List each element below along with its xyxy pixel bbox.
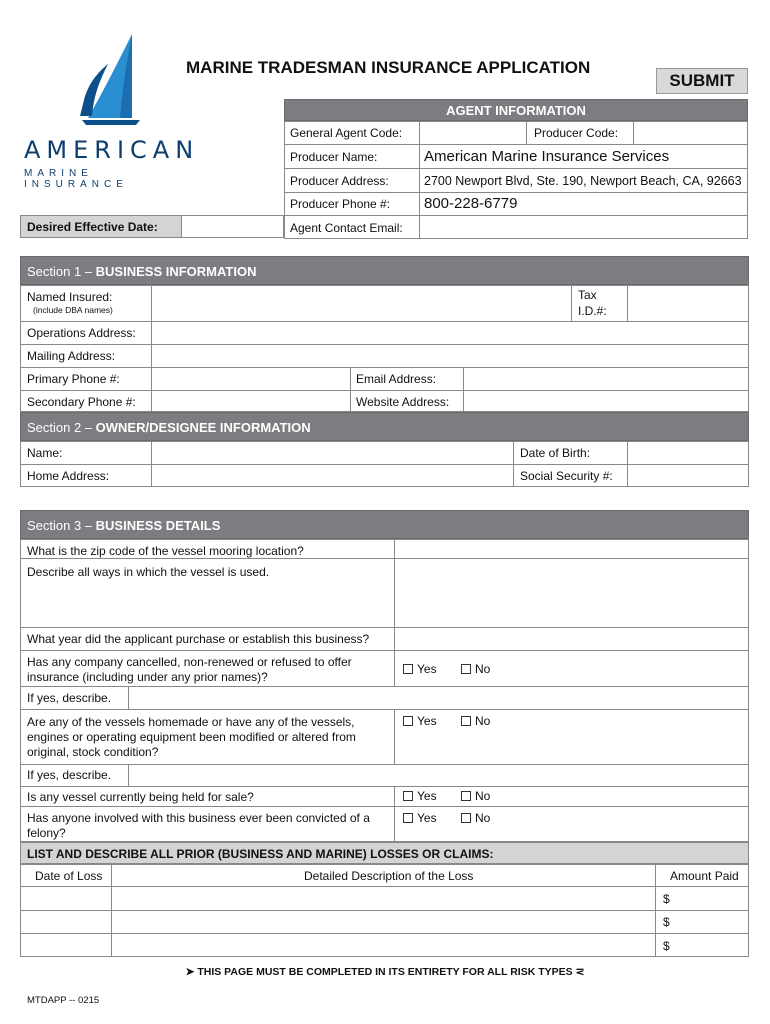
- checkbox-icon[interactable]: [403, 791, 413, 801]
- col-date-of-loss: Date of Loss: [35, 869, 103, 883]
- footer-note-text: THIS PAGE MUST BE COMPLETED IN ITS ENTIRETY FOR ALL RISK TYPES: [197, 966, 573, 978]
- producer-address-label: Producer Address:: [290, 174, 389, 188]
- section3-header: [20, 510, 749, 539]
- producer-phone-label: Producer Phone #:: [290, 197, 391, 211]
- col-description: Detailed Description of the Loss: [304, 869, 474, 883]
- agent-info-header-text: AGENT INFORMATION: [446, 103, 586, 118]
- checkbox-icon[interactable]: [461, 664, 471, 674]
- cancel-no-option[interactable]: [461, 662, 490, 676]
- sale-yes-option[interactable]: [403, 789, 437, 803]
- tax-id-label-line2: I.D.#:: [578, 304, 607, 318]
- zip-question: What is the zip code of the vessel mooring location?: [27, 544, 304, 558]
- cancel-yes-option[interactable]: [403, 662, 437, 676]
- cancel-question-line2: insurance (including under any prior names)?: [27, 670, 268, 684]
- no-label: No: [475, 811, 491, 825]
- section2-header: [20, 412, 749, 441]
- homemade-describe-label: If yes, describe.: [27, 768, 112, 782]
- year-field[interactable]: [396, 629, 747, 649]
- section2-prefix: Section 2 –: [27, 420, 96, 435]
- tax-id-field[interactable]: [629, 287, 747, 319]
- secondary-phone-field[interactable]: [153, 392, 348, 411]
- website-address-field[interactable]: [465, 392, 747, 411]
- zip-field[interactable]: [396, 541, 747, 557]
- mailing-address-field[interactable]: [153, 346, 747, 366]
- felony-question-line2: felony?: [27, 826, 66, 840]
- checkbox-icon[interactable]: [461, 791, 471, 801]
- dob-label: Date of Birth:: [520, 446, 591, 460]
- named-insured-field[interactable]: [153, 287, 569, 319]
- homemade-question-line1: Are any of the vessels homemade or have any of the vessels,: [27, 715, 355, 729]
- producer-name-label: Producer Name:: [290, 150, 378, 164]
- logo-brand-text: AMERICAN: [24, 136, 200, 164]
- primary-phone-field[interactable]: [153, 369, 348, 389]
- secondary-phone-label: Secondary Phone #:: [27, 395, 136, 409]
- owner-name-label: Name:: [27, 446, 63, 460]
- section2-title: OWNER/DESIGNEE INFORMATION: [95, 420, 311, 435]
- yes-label: Yes: [417, 789, 437, 803]
- homemade-describe-field[interactable]: [130, 766, 747, 785]
- ssn-label: Social Security #:: [520, 469, 613, 483]
- section3-prefix: Section 3 –: [27, 518, 96, 533]
- mailing-address-label: Mailing Address:: [27, 349, 116, 363]
- effective-date-field[interactable]: [182, 215, 284, 238]
- amount-currency-3: $: [663, 939, 670, 953]
- producer-name-value[interactable]: American Marine Insurance Services: [424, 148, 670, 165]
- email-address-field[interactable]: [465, 369, 747, 389]
- cancel-describe-field[interactable]: [130, 688, 747, 708]
- home-address-label: Home Address:: [27, 469, 110, 483]
- logo-sub-text: MARINE INSURANCE: [24, 168, 128, 190]
- felony-question-line1: Has anyone involved with this business ever been convicted of a: [27, 811, 370, 825]
- no-label: No: [475, 714, 491, 728]
- primary-phone-label: Primary Phone #:: [27, 372, 120, 386]
- company-logo: [22, 32, 200, 190]
- checkbox-icon[interactable]: [461, 813, 471, 823]
- no-label: No: [475, 789, 491, 803]
- checkbox-icon[interactable]: [403, 716, 413, 726]
- section1-prefix: Section 1 –: [27, 264, 96, 279]
- producer-phone-value[interactable]: 800-228-6779: [424, 195, 518, 212]
- owner-name-field[interactable]: [153, 443, 511, 463]
- felony-no-option[interactable]: [461, 811, 490, 825]
- agent-email-label: Agent Contact Email:: [290, 221, 403, 235]
- form-id: MTDAPP -- 0215: [27, 995, 100, 1006]
- year-question: What year did the applicant purchase or establish this business?: [27, 632, 370, 646]
- cancel-question-line1: Has any company cancelled, non-renewed or refused to offer: [27, 655, 352, 669]
- amount-currency-2: $: [663, 915, 670, 929]
- yes-label: Yes: [417, 662, 437, 676]
- producer-code-label: Producer Code:: [534, 126, 619, 140]
- ssn-field[interactable]: [629, 466, 747, 486]
- sale-question: Is any vessel currently being held for sale?: [27, 790, 254, 804]
- email-address-label: Email Address:: [356, 372, 437, 386]
- sale-no-option[interactable]: [461, 789, 490, 803]
- checkbox-icon[interactable]: [461, 716, 471, 726]
- arrow-right-icon: ➤: [185, 966, 195, 978]
- yes-label: Yes: [417, 811, 437, 825]
- producer-address-value[interactable]: 2700 Newport Blvd, Ste. 190, Newport Beach, CA, 92663: [424, 174, 742, 188]
- general-agent-code-label: General Agent Code:: [290, 126, 403, 140]
- website-address-label: Website Address:: [356, 395, 450, 409]
- section1-title: BUSINESS INFORMATION: [95, 264, 257, 279]
- operations-address-field[interactable]: [153, 323, 747, 343]
- yes-label: Yes: [417, 714, 437, 728]
- page-title: MARINE TRADESMAN INSURANCE APPLICATION: [186, 58, 591, 77]
- home-address-field[interactable]: [153, 466, 511, 486]
- col-amount-paid: Amount Paid: [670, 869, 739, 883]
- agent-email-field[interactable]: [421, 217, 746, 237]
- cancel-describe-label: If yes, describe.: [27, 691, 112, 705]
- describe-use-field[interactable]: [396, 560, 747, 626]
- checkbox-icon[interactable]: [403, 813, 413, 823]
- submit-button[interactable]: SUBMIT: [656, 68, 748, 94]
- producer-code-field[interactable]: [635, 123, 746, 143]
- homemade-question-line3: original, stock condition?: [27, 745, 159, 759]
- section3-title: BUSINESS DETAILS: [95, 518, 221, 533]
- felony-yes-option[interactable]: [403, 811, 437, 825]
- operations-address-label: Operations Address:: [27, 326, 136, 340]
- sailboat-logo-icon: [22, 32, 197, 127]
- losses-header-text: LIST AND DESCRIBE ALL PRIOR (BUSINESS AND MARINE) LOSSES OR CLAIMS:: [27, 847, 494, 861]
- checkbox-icon[interactable]: [403, 664, 413, 674]
- arrow-left-icon: ⋜: [575, 966, 585, 978]
- losses-header: [20, 842, 749, 864]
- effective-date-label-box: [20, 215, 182, 238]
- named-insured-note: (include DBA names): [33, 305, 113, 315]
- dob-field[interactable]: [629, 443, 747, 463]
- general-agent-code-field[interactable]: [421, 123, 525, 143]
- agent-info-header: [284, 99, 748, 121]
- no-label: No: [475, 662, 491, 676]
- footer-note: [0, 966, 770, 978]
- named-insured-label: Named Insured:: [27, 290, 113, 304]
- homemade-yes-option[interactable]: [403, 714, 437, 728]
- homemade-no-option[interactable]: [461, 714, 490, 728]
- section1-header: [20, 256, 749, 285]
- tax-id-label-line1: Tax: [578, 288, 597, 302]
- effective-date-label: Desired Effective Date:: [27, 220, 158, 234]
- amount-currency-1: $: [663, 892, 670, 906]
- homemade-question-line2: engines or operating equipment been modified or altered from: [27, 730, 356, 744]
- describe-use-question: Describe all ways in which the vessel is used.: [27, 565, 270, 579]
